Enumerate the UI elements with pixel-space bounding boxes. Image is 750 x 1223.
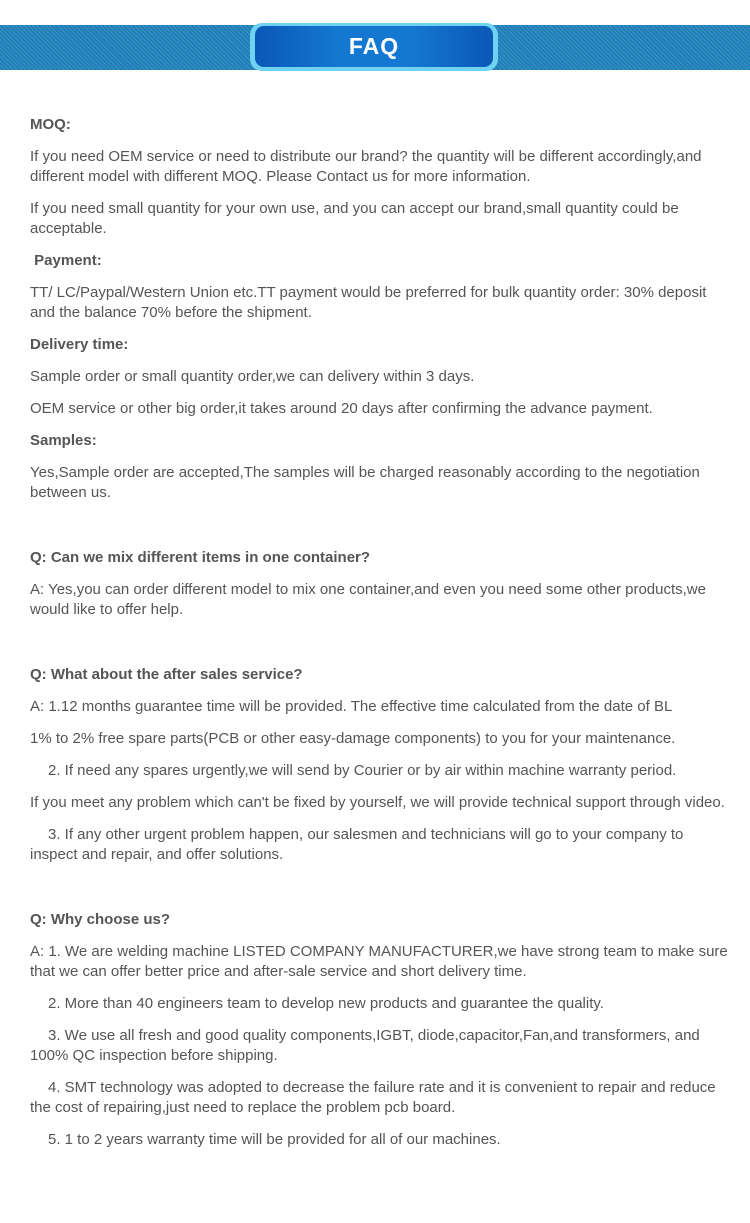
section-heading: MOQ:: [30, 116, 71, 133]
faq-paragraph: 2. If need any spares urgently,we will send by Courier or by air within machine warranty period.: [48, 762, 677, 779]
faq-paragraph: OEM service or other big order,it takes around 20 days after confirming the advance payment.: [30, 400, 653, 417]
faq-paragraph: Yes,Sample order are accepted,The samples will be charged reasonably according to the negotiation between us.: [30, 464, 700, 501]
faq-paragraph: 1% to 2% free spare parts(PCB or other easy-damage components) to you for your maintenance.: [30, 730, 676, 747]
section-heading: Q: Can we mix different items in one container?: [30, 549, 371, 566]
section-heading: Q: What about the after sales service?: [30, 666, 303, 683]
faq-paragraph: 2. More than 40 engineers team to develop new products and guarantee the quality.: [48, 995, 604, 1012]
faq-title: FAQ: [255, 26, 493, 67]
section-heading: Samples:: [30, 432, 97, 449]
faq-paragraph: A: 1. We are welding machine LISTED COMPANY MANUFACTURER,we have strong team to make sure that we can offer better price and after-sale service and short delivery time.: [30, 943, 728, 980]
faq-paragraph: 4. SMT technology was adopted to decrease the failure rate and it is convenient to repair and reduce the cost of repairing,just need to replace the problem pcb board.: [30, 1079, 716, 1116]
section-heading: Payment:: [30, 252, 102, 269]
faq-paragraph: A: 1.12 months guarantee time will be provided. The effective time calculated from the date of BL: [30, 698, 673, 715]
faq-paragraph: If you need OEM service or need to distribute our brand? the quantity will be different accordingly,and different model with different MOQ. Please Contact us for more information.: [30, 148, 702, 185]
faq-paragraph: If you need small quantity for your own use, and you can accept our brand,small quantity could be acceptable.: [30, 200, 679, 237]
faq-paragraph: TT/ LC/Paypal/Western Union etc.TT payment would be preferred for bulk quantity order: 30% deposit and the balance 70% before the shipment.: [30, 284, 707, 321]
section-heading: Q: Why choose us?: [30, 911, 171, 928]
faq-paragraph: A: Yes,you can order different model to mix one container,and even you need some other products,we would like to offer help.: [30, 581, 706, 618]
faq-paragraph: If you meet any problem which can't be fixed by yourself, we will provide technical support through video.: [30, 794, 725, 811]
faq-paragraph: 5. 1 to 2 years warranty time will be provided for all of our machines.: [48, 1131, 501, 1148]
faq-paragraph: 3. If any other urgent problem happen, our salesmen and technicians will go to your company to inspect and repair, and offer solutions.: [30, 826, 684, 863]
faq-paragraph: 3. We use all fresh and good quality components,IGBT, diode,capacitor,Fan,and transformers, and 100% QC inspection before shipping.: [30, 1027, 700, 1064]
section-heading: Delivery time:: [30, 336, 129, 353]
faq-paragraph: Sample order or small quantity order,we can delivery within 3 days.: [30, 368, 475, 385]
faq-content: [30, 115, 730, 1150]
